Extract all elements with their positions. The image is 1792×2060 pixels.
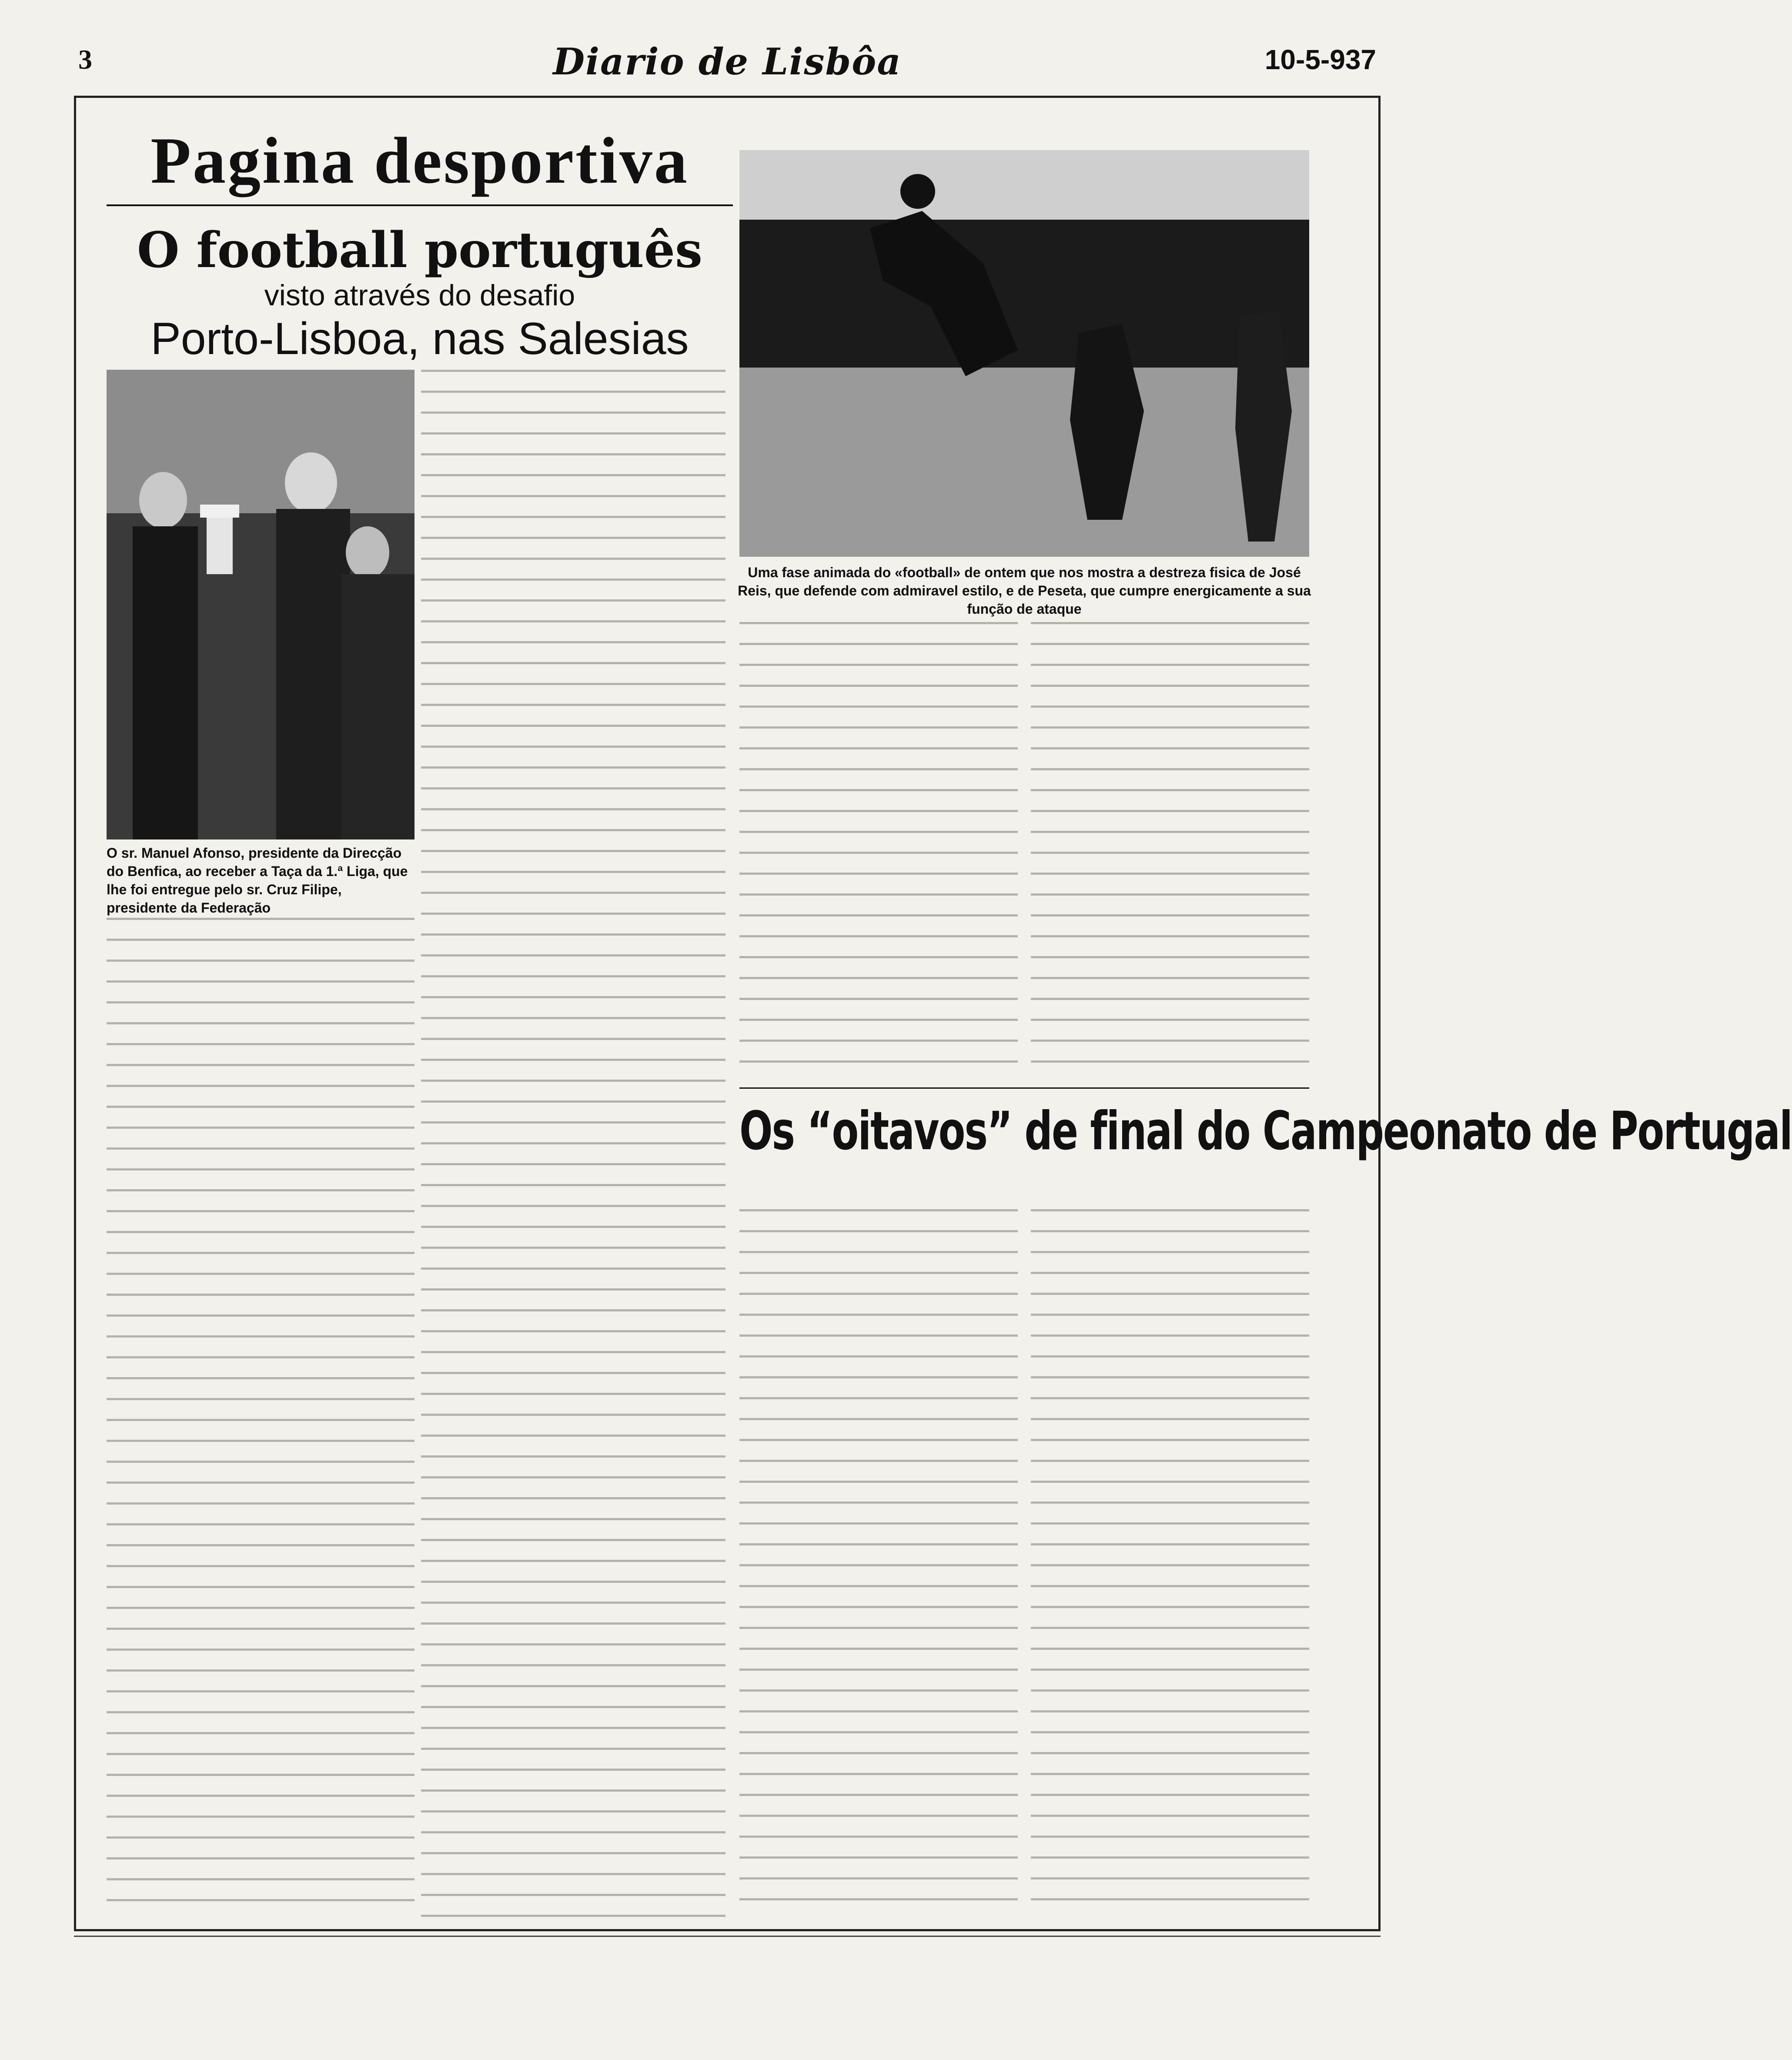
article-column-right-1 [739, 622, 1018, 1079]
main-headline: O football português [137, 222, 703, 279]
article-column-middle [421, 370, 725, 1918]
award-photo-caption: O sr. Manuel Afonso, presidente da Direcção do Benfica, ao receber a Taça da 1.ª Liga, que lhe foi entregue pelo sr. Cruz Filipe, presidente da Federação [107, 845, 408, 916]
championship-column-2 [1031, 1209, 1309, 1918]
championship-headline: Os “oitavos” de final do Campeonato de Portugal [739, 1100, 1792, 1162]
match-photo-caption: Uma fase animada do «football» de ontem que nos mostra a destreza fisica de José Reis, que defende com admiravel estilo, e de Peseta, que cumpre energicamente a sua função de ataque [738, 565, 1311, 617]
award-ceremony-photo [107, 370, 415, 839]
championship-column-1 [739, 1209, 1018, 1918]
article-column-left [107, 918, 415, 1918]
section-rule [107, 204, 733, 206]
page-number: 3 [78, 44, 92, 75]
newspaper-title: Diario de Lisbôa [553, 40, 902, 83]
article-separator [739, 1087, 1309, 1089]
main-venue-line: Porto-Lisboa, nas Salesias [150, 314, 689, 364]
section-title: Pagina desportiva [150, 124, 689, 197]
issue-date: 10-5-937 [1264, 44, 1376, 75]
main-subheadline: visto através do desafio [264, 279, 575, 312]
article-column-right-2 [1031, 622, 1309, 1079]
football-match-photo [739, 150, 1309, 557]
footer-rule [74, 1936, 1381, 1937]
